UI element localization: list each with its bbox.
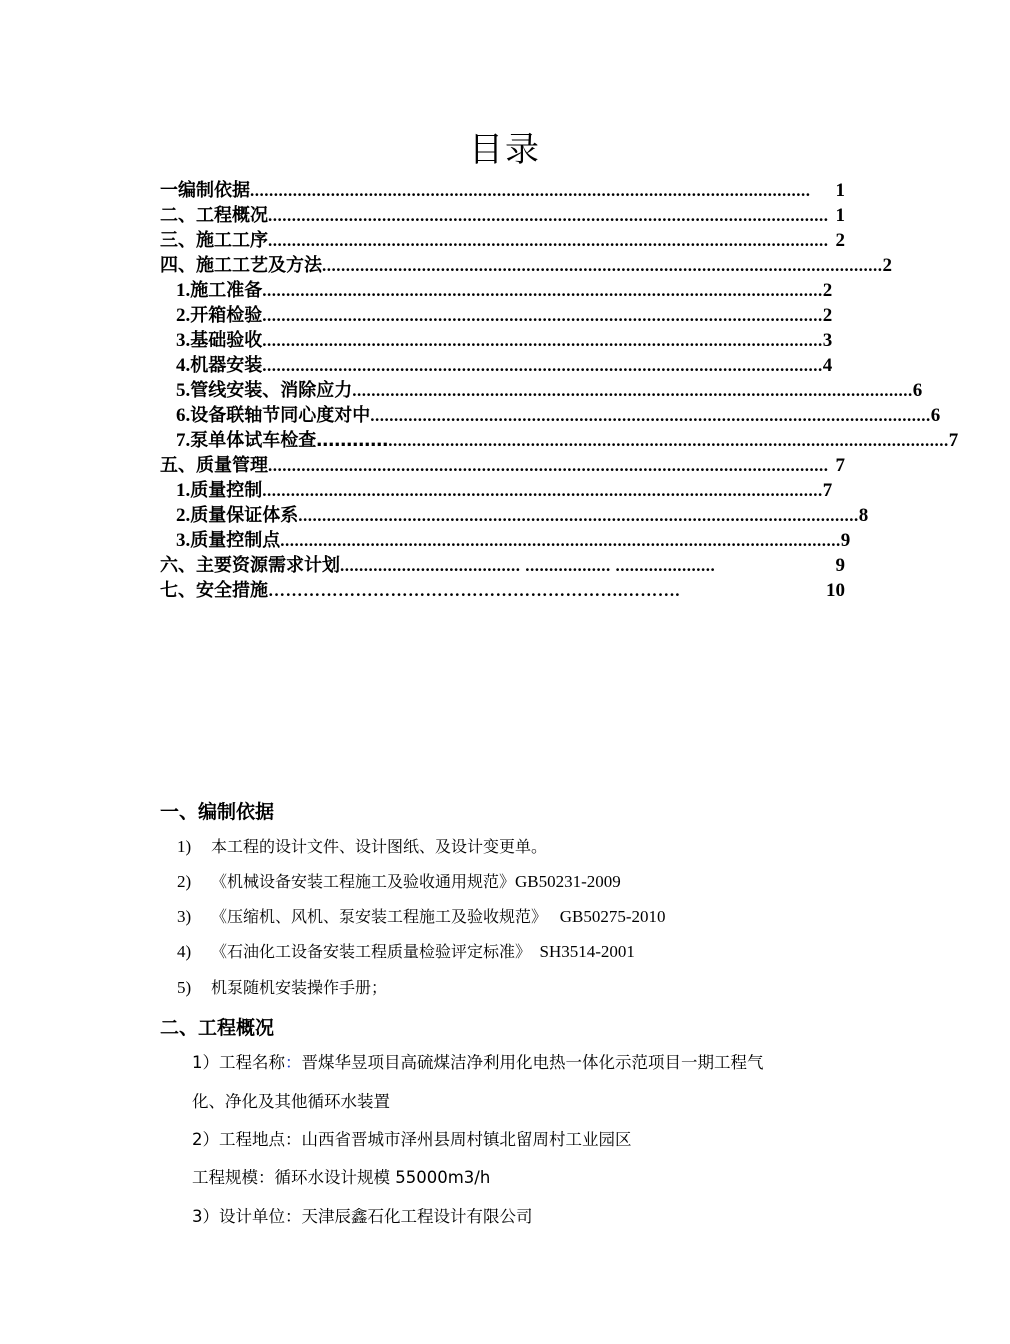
- toc-entry[interactable]: [176, 302, 833, 327]
- toc-leader: ......................................................................................................................: [268, 206, 829, 225]
- toc-page-number: 2: [822, 305, 833, 326]
- toc-entry[interactable]: [176, 527, 851, 552]
- toc-page-number: 2: [882, 255, 892, 276]
- list-item-number: 2): [177, 872, 192, 891]
- toc-page-number: 6: [912, 380, 923, 401]
- toc-leader: ......................................................................................................................: [262, 481, 823, 500]
- toc-page-number: 9: [835, 555, 845, 576]
- toc-entry-label: 2.开箱检验: [176, 305, 263, 326]
- toc-leader: ......................................................................................................................: [250, 181, 811, 200]
- toc-entry[interactable]: [160, 227, 845, 252]
- toc-leader: ......................................................................................................................: [322, 256, 883, 275]
- paragraph: 化、净化及其他循环水装置: [192, 1092, 390, 1111]
- toc-entry[interactable]: [176, 277, 833, 302]
- section-heading: 一、编制依据: [160, 801, 275, 823]
- list-item: [177, 836, 547, 858]
- paragraph: 工程规模：循环水设计规模 55000m3/h: [192, 1168, 491, 1187]
- toc-entry-label: 2.质量保证体系: [176, 505, 299, 526]
- toc-entry-label: 7.泵单体试车检查…………: [176, 430, 389, 451]
- toc-entry-label: 1.施工准备: [176, 280, 263, 301]
- toc-entry[interactable]: [160, 252, 892, 277]
- toc-entry-label: 4.机器安装: [176, 355, 263, 376]
- project-name-label: 1）工程名称: [192, 1053, 285, 1072]
- paragraph: [192, 1052, 764, 1074]
- toc-leader: ......................................................................................................................: [388, 431, 949, 450]
- toc-page-number: 1: [835, 205, 845, 226]
- toc-page-number: 6: [930, 405, 941, 426]
- list-item-number: 1): [177, 837, 192, 856]
- toc-entry-label: 四、施工工艺及方法: [160, 255, 322, 276]
- toc-entry[interactable]: [160, 552, 845, 577]
- toc-entry[interactable]: [160, 452, 845, 477]
- toc-page-number: 4: [822, 355, 833, 376]
- toc-entry-label: 五、质量管理: [160, 455, 268, 476]
- toc-page-number: 10: [826, 580, 845, 601]
- project-name-value: 晋煤华昱项目高硫煤洁净利用化电热一体化示范项目一期工程气: [301, 1053, 764, 1072]
- toc-page-number: 7: [822, 480, 833, 501]
- toc-page-number: 2: [835, 230, 845, 251]
- list-item-number: 3): [177, 907, 192, 926]
- toc-page-number: 3: [822, 330, 833, 351]
- list-item-text: 《石油化工设备安装工程质量检验评定标准》: [211, 942, 532, 961]
- list-item: [177, 977, 387, 999]
- list-item-text: 《机械设备安装工程施工及验收通用规范》: [211, 872, 516, 891]
- list-item-number: 4): [177, 942, 192, 961]
- list-item: [177, 871, 621, 893]
- toc-page-number: 7: [835, 455, 845, 476]
- toc-leader: ......................................................................................................................: [298, 506, 859, 525]
- paragraph: 2）工程地点：山西省晋城市泽州县周村镇北留周村工业园区: [192, 1130, 632, 1149]
- toc-entry-label: 1.质量控制: [176, 480, 263, 501]
- toc-leader: ......................................................................................................................: [280, 531, 841, 550]
- list-item-text: 《压缩机、风机、泵安装工程施工及验收规范》: [211, 907, 548, 926]
- toc-entry-label: 5.管线安装、消除应力: [176, 380, 353, 401]
- toc-entry[interactable]: [176, 352, 833, 377]
- toc-leader: ......................................................................................................................: [262, 331, 823, 350]
- colon-mark: ：: [285, 1053, 302, 1072]
- list-item-text: 本工程的设计文件、设计图纸、及设计变更单。: [211, 837, 548, 856]
- toc-page-number: 7: [948, 430, 959, 451]
- toc-leader: …………………………………………………….……….: [268, 581, 680, 600]
- toc-entry[interactable]: [160, 577, 845, 602]
- list-item-code: GB50231-2009: [515, 872, 621, 891]
- toc-entry[interactable]: [176, 502, 869, 527]
- toc-entry-label: 三、施工工序: [160, 230, 268, 251]
- list-item: [177, 941, 635, 963]
- list-item-code: SH3514-2001: [531, 942, 635, 961]
- toc-entry[interactable]: [176, 477, 833, 502]
- list-item-code: GB50275-2010: [547, 907, 666, 926]
- toc-leader: ......................................................................................................................: [262, 281, 823, 300]
- toc-entry[interactable]: [176, 377, 923, 402]
- toc-entry-label: 七、安全措施: [160, 580, 268, 601]
- toc-entry-label: 6.设备联轴节同心度对中: [176, 405, 371, 426]
- paragraph: 3）设计单位：天津辰鑫石化工程设计有限公司: [192, 1207, 533, 1226]
- toc-leader: ......................................................................................................................: [262, 306, 823, 325]
- toc-entry-label: 3.基础验收: [176, 330, 263, 351]
- toc-entry-label: 一编制依据: [160, 180, 250, 201]
- toc-leader: ......................................................................................................................: [268, 456, 829, 475]
- toc-entry-label: 3.质量控制点: [176, 530, 281, 551]
- toc-entry-label: 二、工程概况: [160, 205, 268, 226]
- toc-entry-label: 六、主要资源需求计划: [160, 555, 340, 576]
- toc-page-number: 1: [835, 180, 845, 201]
- toc-title: 目录: [469, 130, 541, 170]
- toc-leader: ......................................................................................................................: [352, 381, 913, 400]
- list-item-text: 机泵随机安装操作手册；: [211, 978, 388, 997]
- toc-entry[interactable]: [160, 177, 845, 202]
- toc-page-number: 9: [840, 530, 851, 551]
- toc-leader: ......................................................................................................................: [370, 406, 931, 425]
- toc-page-number: 2: [822, 280, 833, 301]
- toc-leader: ......................................................................................................................: [262, 356, 823, 375]
- toc-entry[interactable]: [176, 402, 941, 427]
- toc-leader: ...................................... .................. .....................: [340, 556, 716, 575]
- toc-entry[interactable]: [176, 427, 959, 452]
- toc-entry[interactable]: [160, 202, 845, 227]
- toc-page-number: 8: [858, 505, 869, 526]
- list-item-number: 5): [177, 978, 192, 997]
- list-item: [177, 906, 666, 928]
- toc-leader: ......................................................................................................................: [268, 231, 829, 250]
- toc-entry[interactable]: [176, 327, 833, 352]
- section-heading: 二、工程概况: [160, 1017, 275, 1039]
